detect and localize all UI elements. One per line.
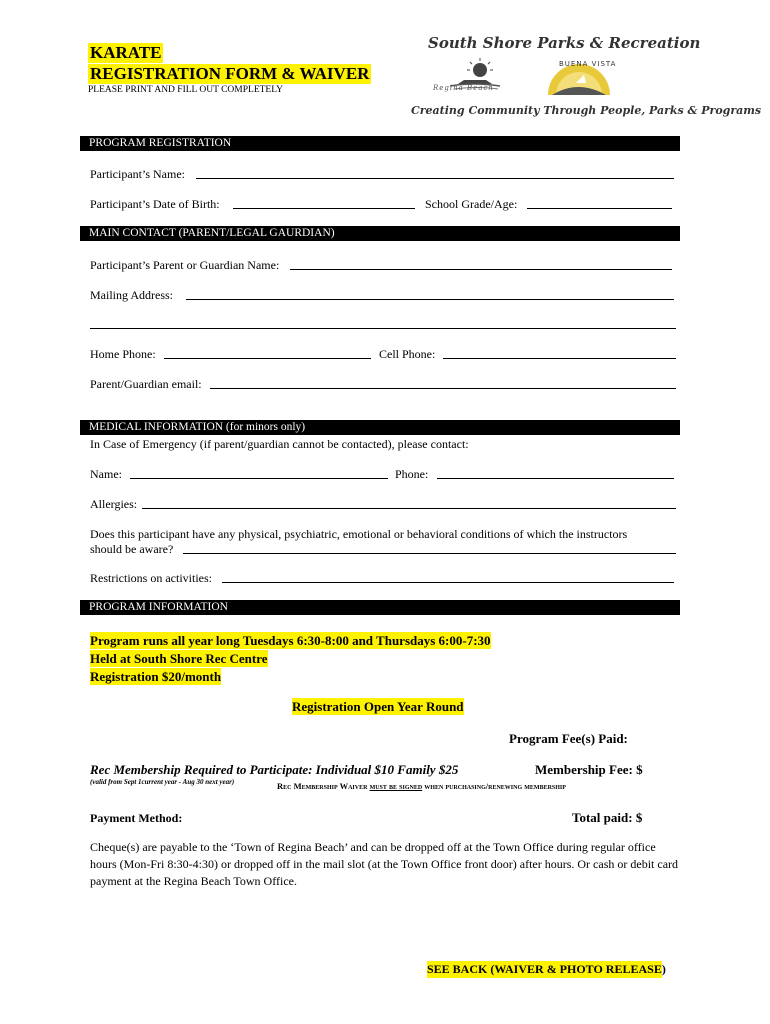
section-main-contact: MAIN CONTACT (PARENT/LEGAL GAURDIAN) xyxy=(80,226,680,241)
waiver-note-a: Rec Membership Waiver xyxy=(277,781,370,791)
guardian-name-field[interactable] xyxy=(290,269,672,270)
mailing-address-label: Mailing Address: xyxy=(90,288,173,302)
dob-label: Participant’s Date of Birth: xyxy=(90,197,220,211)
program-details xyxy=(90,632,491,686)
emergency-name-label: Name: xyxy=(90,467,122,481)
mailing-address-field-line2[interactable] xyxy=(90,328,676,329)
waiver-note-must-sign: must be signed xyxy=(369,781,423,791)
sun-sailboat-icon xyxy=(428,56,523,100)
regina-beach-label: Regina Beach xyxy=(433,84,494,92)
registration-open: Registration Open Year Round xyxy=(292,699,464,714)
home-phone-label: Home Phone: xyxy=(90,347,156,361)
payment-method: Payment Method: xyxy=(90,811,183,825)
restrictions-label: Restrictions on activities: xyxy=(90,571,212,585)
waiver-note-c: when purchasing/renewing membership xyxy=(422,781,566,791)
participant-name-label: Participant’s Name: xyxy=(90,167,185,181)
program-location: Held at South Shore Rec Centre xyxy=(90,651,268,666)
grade-age-label: School Grade/Age: xyxy=(425,197,518,211)
tagline: Creating Community Through People, Parks & Programs xyxy=(411,104,762,117)
cell-phone-label: Cell Phone: xyxy=(379,347,436,361)
membership-fee: Membership Fee: $ xyxy=(535,762,643,777)
buena-vista-label: BUENA VISTA xyxy=(559,60,617,68)
emergency-intro: In Case of Emergency (if parent/guardian cannot be contacted), please contact: xyxy=(90,437,469,451)
section-medical: MEDICAL INFORMATION (for minors only) xyxy=(80,420,680,435)
program-fees-paid: Program Fee(s) Paid: xyxy=(509,731,628,746)
conditions-question: Does this participant have any physical, psychiatric, emotional or behavioral conditions of which the instructors xyxy=(90,527,628,541)
membership-valid-note: (valid from Sept 1current year - Aug 30 next year) xyxy=(90,778,235,786)
emergency-name-field[interactable] xyxy=(130,478,388,479)
cheque-instructions: Cheque(s) are payable to the ‘Town of Regina Beach’ and can be dropped off at the Town Office during regular office hours (Mon-Fri 8:30-4:30) or dropped off in the mail slot (at the Town Office front door) after hours. Or cash or debit card payment at the Regina Beach Town Office. xyxy=(90,840,679,888)
allergies-field[interactable] xyxy=(142,508,676,509)
restrictions-field[interactable] xyxy=(222,582,674,583)
guardian-email-label: Parent/Guardian email: xyxy=(90,377,202,391)
guardian-email-field[interactable] xyxy=(210,388,676,389)
form-title: REGISTRATION FORM & WAIVER xyxy=(90,64,370,83)
conditions-field[interactable] xyxy=(183,553,676,554)
section-program-registration: PROGRAM REGISTRATION xyxy=(80,136,680,151)
see-back-note: SEE BACK (WAIVER & PHOTO RELEASE xyxy=(427,962,662,976)
allergies-label: Allergies: xyxy=(90,497,138,511)
membership-required: Rec Membership Required to Participate: Individual $10 Family $25 xyxy=(90,762,459,777)
emergency-phone-label: Phone: xyxy=(395,467,429,481)
regina-beach-logo xyxy=(428,56,523,100)
conditions-question-cont: should be aware? xyxy=(90,542,174,556)
waiver-note xyxy=(277,781,566,791)
program-price: Registration $20/month xyxy=(90,669,222,684)
program-schedule: Program runs all year long Tuesdays 6:30-8:00 and Thursdays 6:00-7:30 xyxy=(90,633,491,648)
org-name: South Shore Parks & Recreation xyxy=(428,34,701,52)
guardian-name-label: Participant’s Parent or Guardian Name: xyxy=(90,258,280,272)
participant-name-field[interactable] xyxy=(196,178,674,179)
form-subtitle: PLEASE PRINT AND FILL OUT COMPLETELY xyxy=(88,85,283,95)
form-title-karate: KARATE xyxy=(90,43,162,62)
dob-field[interactable] xyxy=(233,208,415,209)
cell-phone-field[interactable] xyxy=(443,358,676,359)
home-phone-field[interactable] xyxy=(164,358,371,359)
emergency-phone-field[interactable] xyxy=(437,478,674,479)
grade-age-field[interactable] xyxy=(527,208,672,209)
total-paid: Total paid: $ xyxy=(572,810,643,825)
section-program-info: PROGRAM INFORMATION xyxy=(80,600,680,615)
mailing-address-field[interactable] xyxy=(186,299,674,300)
